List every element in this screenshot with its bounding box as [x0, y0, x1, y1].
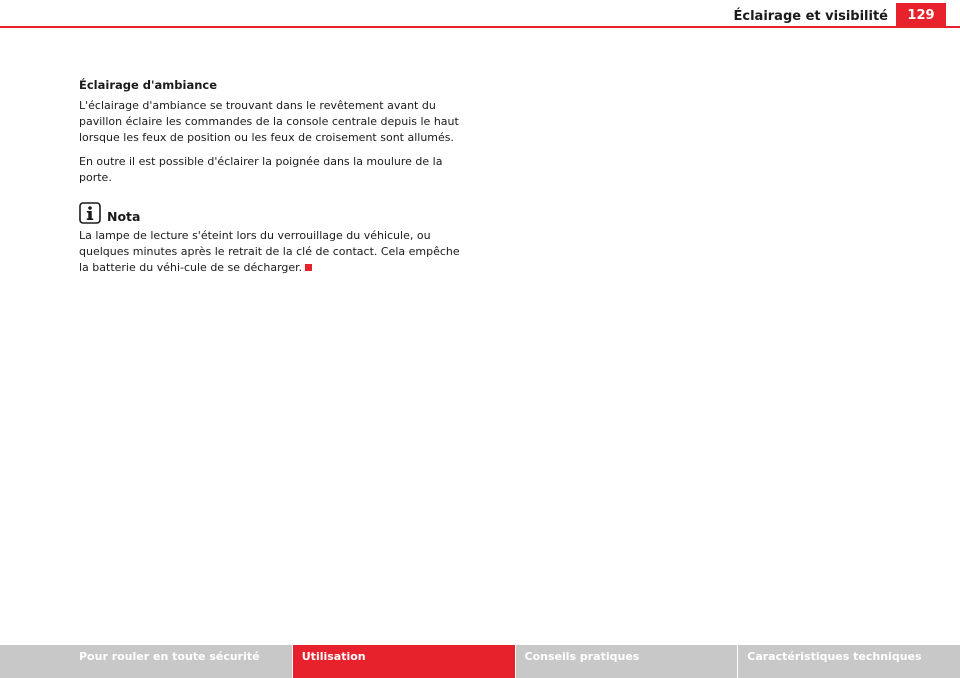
note-title: Nota [107, 208, 141, 224]
footer-tab-safety[interactable]: Pour rouler en toute sécurité [0, 645, 292, 678]
info-icon [79, 202, 101, 224]
page-number-badge: 129 [896, 3, 946, 28]
header-divider [0, 26, 960, 28]
note-header [79, 202, 471, 224]
end-of-section-marker [305, 264, 312, 271]
note-text [79, 228, 471, 276]
footer-navigation [0, 645, 960, 678]
footer-tab-technical-specs[interactable]: Caractéristiques techniques [737, 645, 960, 678]
footer-tab-utilisation[interactable]: Utilisation [292, 645, 515, 678]
paragraph-door-handle: En outre il est possible d'éclairer la poignée dans la moulure de la porte. [79, 155, 443, 184]
note-text-content: La lampe de lecture s'éteint lors du verrouillage du véhicule, ou quelques minutes après le retrait de la clé de contact. Cela empêche la batterie du véhi-cule de se décharger. [79, 229, 460, 274]
section-heading: Éclairage d'ambiance [79, 78, 218, 92]
footer-tab-practical-tips[interactable]: Conseils pratiques [515, 645, 738, 678]
main-content [79, 78, 471, 284]
paragraph-ambient-lighting: L'éclairage d'ambiance se trouvant dans le revêtement avant du pavillon éclaire les commandes de la console centrale depuis le haut lorsque les feux de position ou les feux de croisement sont allumés. [79, 99, 459, 144]
page-header-title: Éclairage et visibilité [733, 9, 888, 24]
